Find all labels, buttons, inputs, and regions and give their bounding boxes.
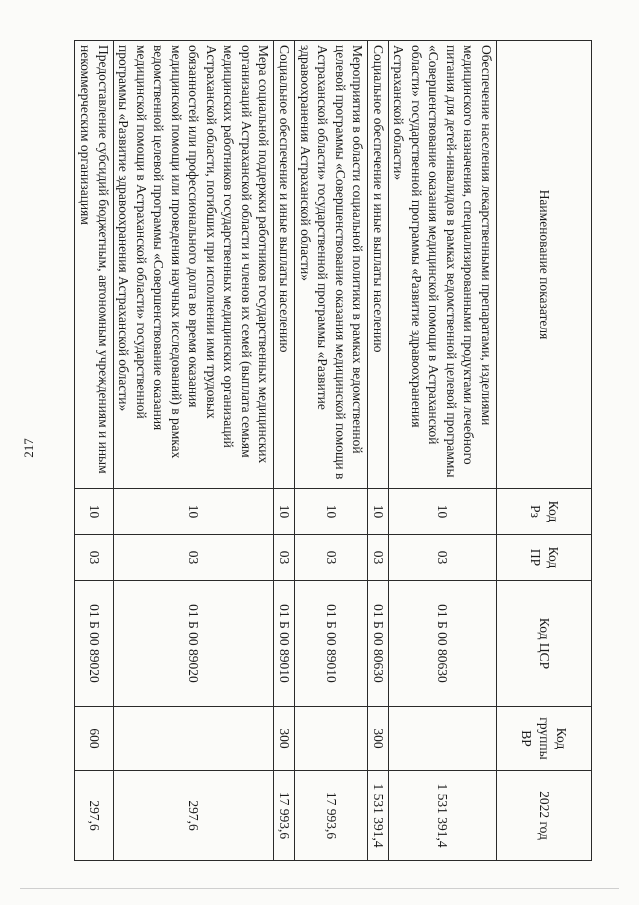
cell-vr bbox=[294, 707, 367, 771]
cell-csr: 01 Б 00 89010 bbox=[294, 581, 367, 707]
cell-pr: 03 bbox=[388, 535, 496, 581]
table-header-row bbox=[497, 41, 592, 861]
cell-rz: 10 bbox=[113, 489, 274, 535]
cell-rz: 10 bbox=[388, 489, 496, 535]
header-pr: Код ПР bbox=[497, 535, 592, 581]
cell-name: Социальное обеспечение и иные выплаты населению bbox=[274, 41, 295, 489]
cell-csr: 01 Б 00 89020 bbox=[113, 581, 274, 707]
cell-amount: 17 993,6 bbox=[294, 771, 367, 861]
cell-amount: 297,6 bbox=[75, 771, 113, 861]
cell-csr: 01 Б 00 89020 bbox=[75, 581, 113, 707]
rotated-table-wrapper bbox=[74, 40, 592, 861]
cell-vr bbox=[388, 707, 496, 771]
budget-table bbox=[74, 40, 592, 861]
cell-pr: 03 bbox=[274, 535, 295, 581]
cell-csr: 01 Б 00 89010 bbox=[274, 581, 295, 707]
cell-name: Социальное обеспечение и иные выплаты населению bbox=[368, 41, 389, 489]
table-row bbox=[368, 41, 389, 861]
cell-name: Обеспечение населения лекарственными препаратами, изделиями медицинского назначения, специализированными продуктами лечебного питания для детей-инвалидов в рамках ведомственной целевой программы «Совершенствование оказания медицинской помощи в Астраханской области» государственной программы «Развитие здравоохранения Астраханской области» bbox=[388, 41, 496, 489]
cell-vr: 600 bbox=[75, 707, 113, 771]
header-vr: Код группы ВР bbox=[497, 707, 592, 771]
cell-name: Мероприятия в области социальной политики в рамках ведомственной целевой программы «Совершенствование оказания медицинской помощи в Астраханской области» государственной программы «Развитие здравоохранения Астраханской области» bbox=[294, 41, 367, 489]
cell-amount: 1 531 391,4 bbox=[388, 771, 496, 861]
header-name: Наименование показателя bbox=[497, 41, 592, 489]
page-number: 217 bbox=[21, 438, 36, 458]
cell-pr: 03 bbox=[113, 535, 274, 581]
header-amount: 2022 год bbox=[497, 771, 592, 861]
cell-csr: 01 Б 00 80630 bbox=[388, 581, 496, 707]
header-rz: Код Рз bbox=[497, 489, 592, 535]
page-bottom-divider bbox=[20, 888, 619, 889]
cell-rz: 10 bbox=[75, 489, 113, 535]
cell-pr: 03 bbox=[368, 535, 389, 581]
cell-pr: 03 bbox=[294, 535, 367, 581]
header-csr: Код ЦСР bbox=[497, 581, 592, 707]
table-row bbox=[75, 41, 113, 861]
cell-rz: 10 bbox=[294, 489, 367, 535]
cell-vr: 300 bbox=[274, 707, 295, 771]
cell-amount: 297,6 bbox=[113, 771, 274, 861]
table-row bbox=[274, 41, 295, 861]
cell-pr: 03 bbox=[75, 535, 113, 581]
cell-name: Предоставление субсидий бюджетным, автономным учреждениям и иным некоммерческим организациям bbox=[75, 41, 113, 489]
cell-rz: 10 bbox=[274, 489, 295, 535]
cell-name: Мера социальной поддержки работников государственных медицинских организаций Астраханской области и членов их семей (выплата семьям медицинских работников государственных медицинских организаций Астраханской области, погибших при исполнении ими трудовых обязанностей или профессионального долга во время оказания медицинской помощи или проведения научных исследований) в рамках ведомственной целевой программы «Совершенствование оказания медицинской помощи в Астраханской области» государственной программы «Развитие здравоохранения Астраханской области» bbox=[113, 41, 274, 489]
cell-amount: 17 993,6 bbox=[274, 771, 295, 861]
cell-csr: 01 Б 00 80630 bbox=[368, 581, 389, 707]
cell-rz: 10 bbox=[368, 489, 389, 535]
table-row bbox=[294, 41, 367, 861]
table-row bbox=[388, 41, 496, 861]
cell-amount: 1 531 391,4 bbox=[368, 771, 389, 861]
table-row bbox=[113, 41, 274, 861]
cell-vr: 300 bbox=[368, 707, 389, 771]
cell-vr bbox=[113, 707, 274, 771]
